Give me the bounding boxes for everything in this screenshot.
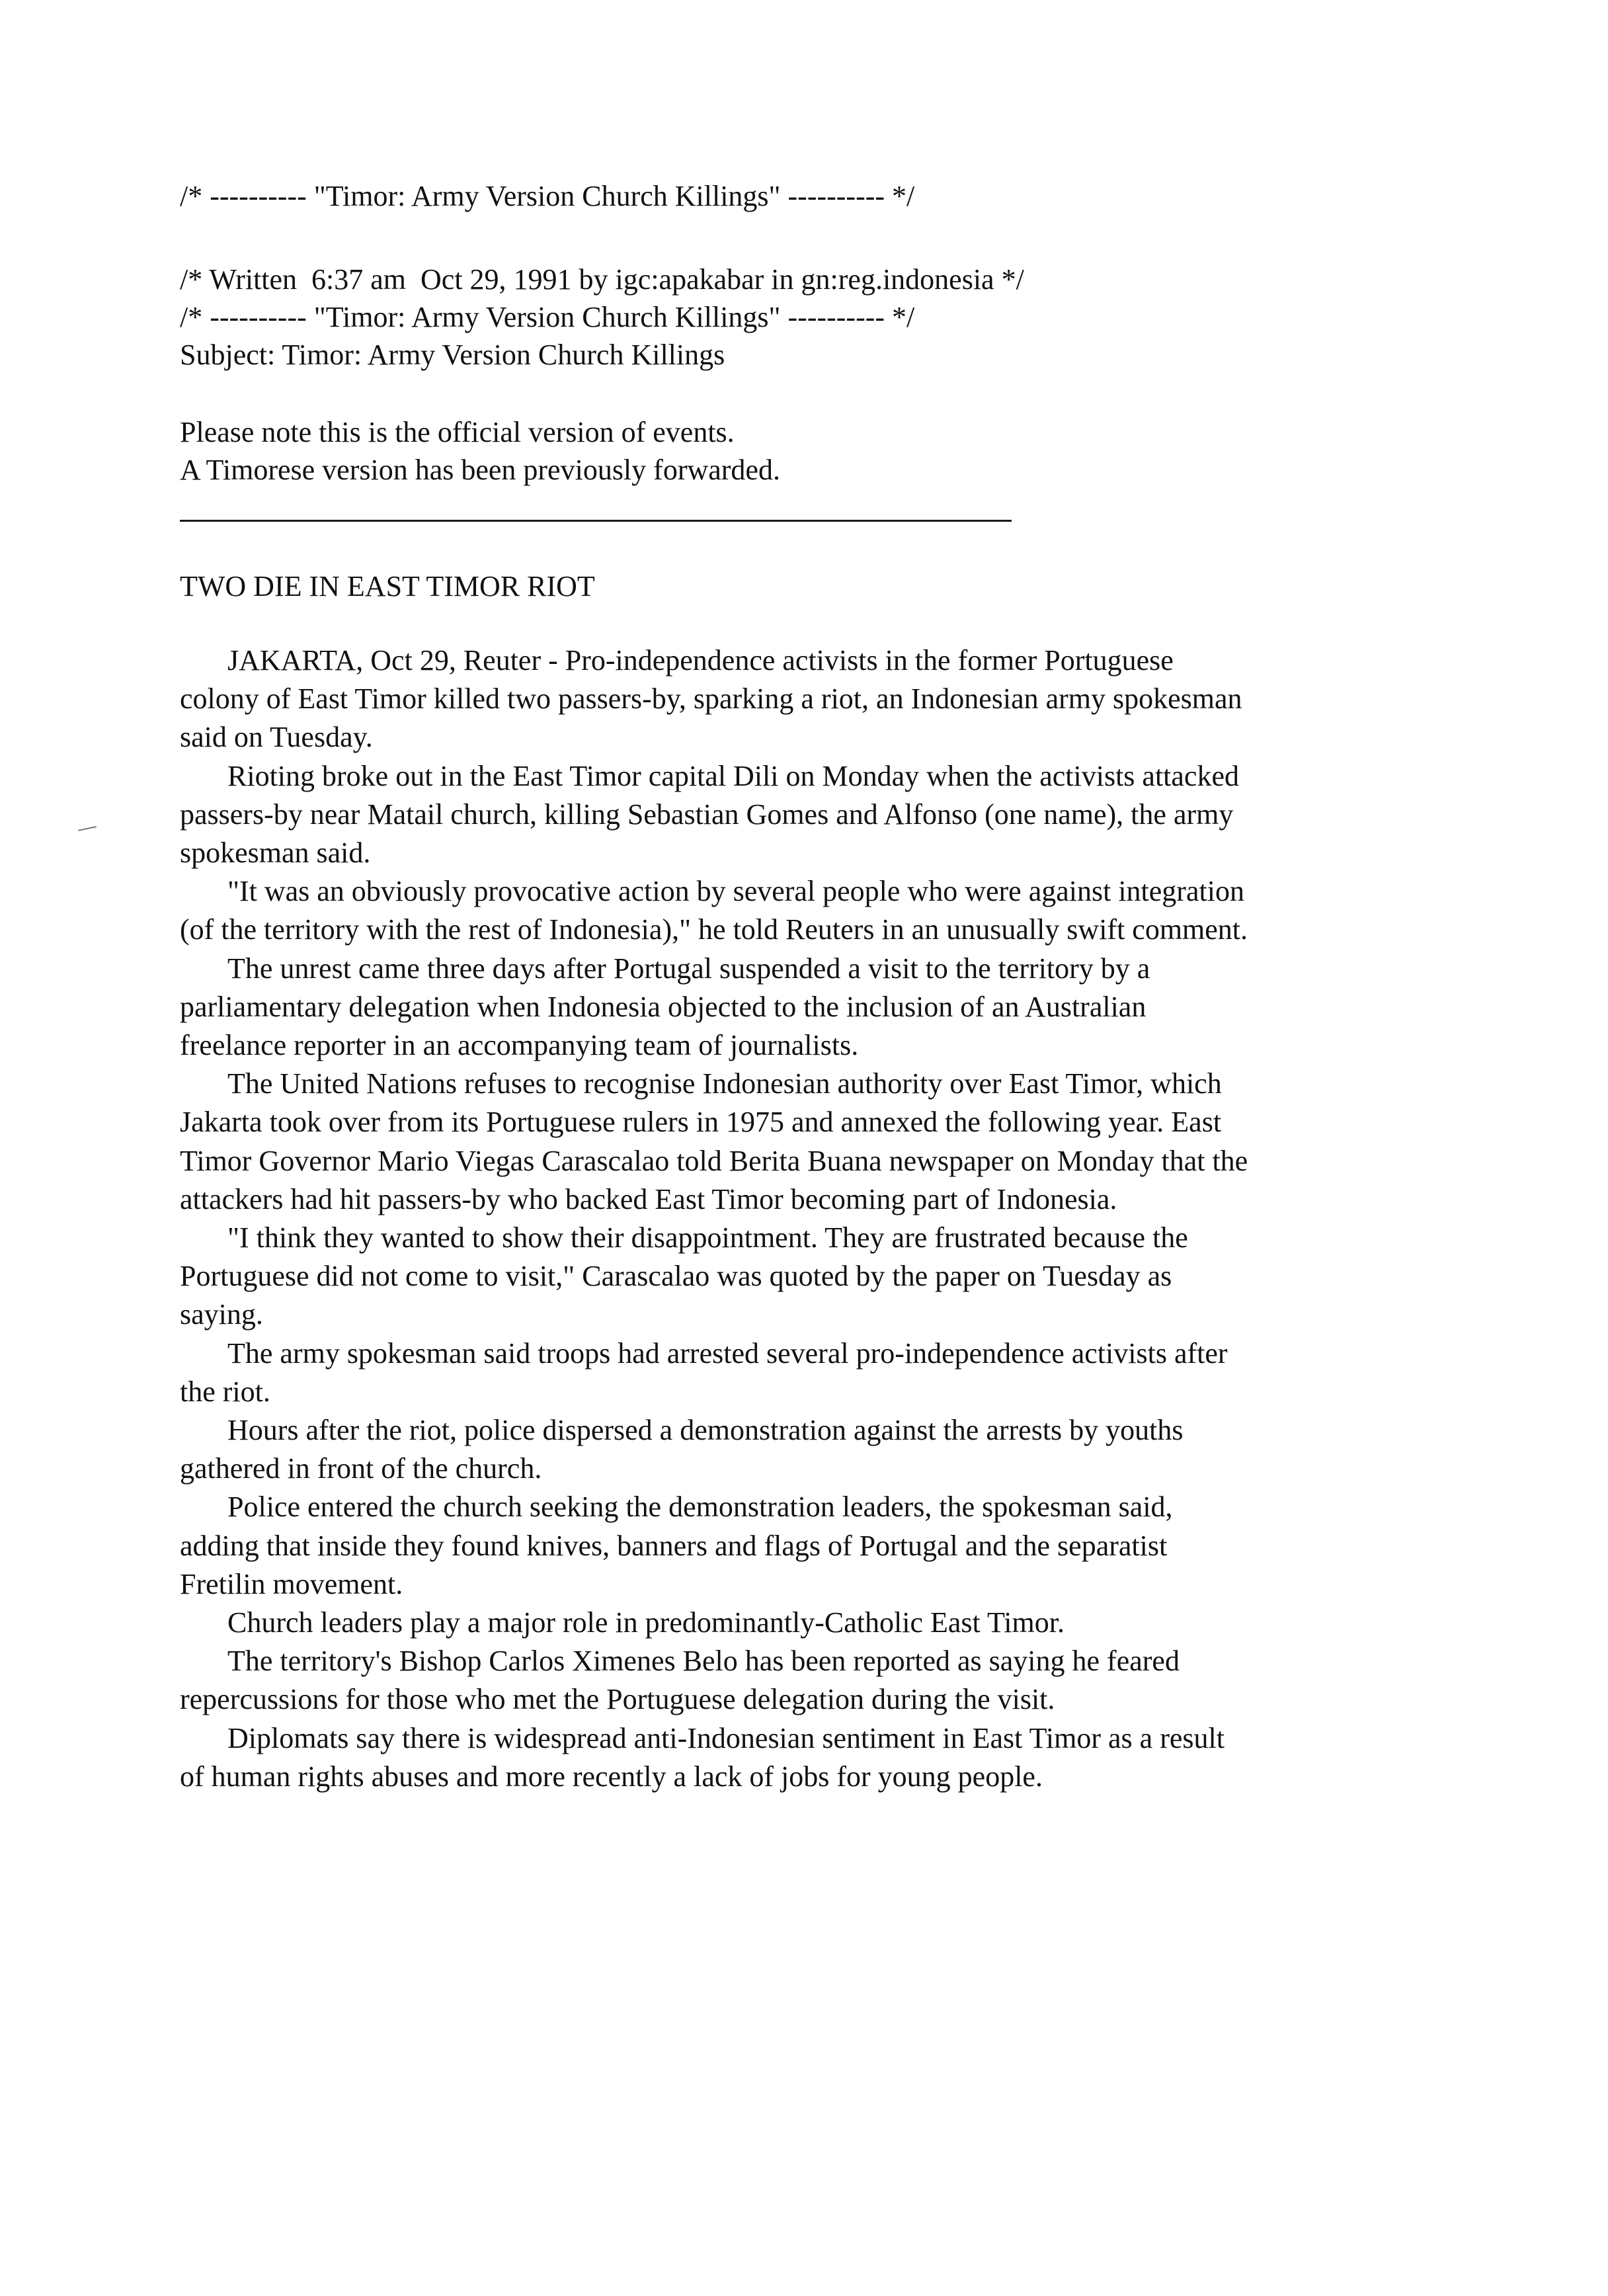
note-line-1: Please note this is the official version of events. xyxy=(180,416,735,448)
article-paragraph: Church leaders play a major role in predominantly-Catholic East Timor. xyxy=(227,1606,1065,1639)
article-paragraph: Police entered the church seeking the demonstration leaders, the spokesman said, adding that inside they found knives, banners and flags of Portugal and the separatist Fretilin movement. xyxy=(180,1491,1173,1600)
article-paragraph: The United Nations refuses to recognise Indonesian authority over East Timor, which Jakarta took over from its Portuguese rulers in 1975 and annexed the following year. East Timor Governor Mario Viegas Carascalao told Berita Buana newspaper on Monday that the attackers had hit passers-by who backed East Timor becoming part of Indonesia. xyxy=(180,1067,1248,1215)
article-body xyxy=(180,641,1251,1796)
article-paragraph: "It was an obviously provocative action by several people who were against integration (of the territory with the rest of Indonesia)," he told Reuters in an unusually swift comment. xyxy=(180,875,1248,946)
article-paragraph: Hours after the riot, police dispersed a demonstration against the arrests by youths gathered in front of the church. xyxy=(180,1414,1184,1485)
article-paragraph: "I think they wanted to show their disappointment. They are frustrated because the Portuguese did not come to visit," Carascalao was quoted by the paper on Tuesday as saying. xyxy=(180,1221,1188,1331)
article-headline: TWO DIE IN EAST TIMOR RIOT xyxy=(180,570,595,602)
margin-scan-mark xyxy=(78,826,97,831)
header-separator-top: /* ---------- "Timor: Army Version Church Killings" ---------- */ xyxy=(180,180,915,212)
article-paragraph: Diplomats say there is widespread anti-Indonesian sentiment in East Timor as a result of human rights abuses and more recently a lack of jobs for young people. xyxy=(180,1721,1225,1793)
header-separator-second: /* ---------- "Timor: Army Version Church Killings" ---------- */ xyxy=(180,301,915,333)
article-paragraph: The army spokesman said troops had arrested several pro-independence activists after the riot. xyxy=(180,1336,1228,1408)
written-line: /* Written 6:37 am Oct 29, 1991 by igc:apakabar in gn:reg.indonesia */ xyxy=(180,263,1024,296)
horizontal-divider xyxy=(180,520,1012,522)
article-paragraph: Rioting broke out in the East Timor capital Dili on Monday when the activists attacked passers-by near Matail church, killing Sebastian Gomes and Alfonso (one name), the army spokesman said. xyxy=(180,759,1239,870)
note-line-2: A Timorese version has been previously forwarded. xyxy=(180,454,780,486)
subject-line: Subject: Timor: Army Version Church Killings xyxy=(180,339,725,371)
article-paragraph: The territory's Bishop Carlos Ximenes Belo has been reported as saying he feared repercussions for those who met the Portuguese delegation during the visit. xyxy=(180,1645,1180,1716)
article-paragraph: The unrest came three days after Portugal suspended a visit to the territory by a parliamentary delegation when Indonesia objected to the inclusion of an Australian freelance reporter in an accompanying team of journalists. xyxy=(180,952,1150,1062)
article-paragraph: JAKARTA, Oct 29, Reuter - Pro-independence activists in the former Portuguese colony of East Timor killed two passers-by, sparking a riot, an Indonesian army spokesman said on Tuesday. xyxy=(180,644,1242,754)
